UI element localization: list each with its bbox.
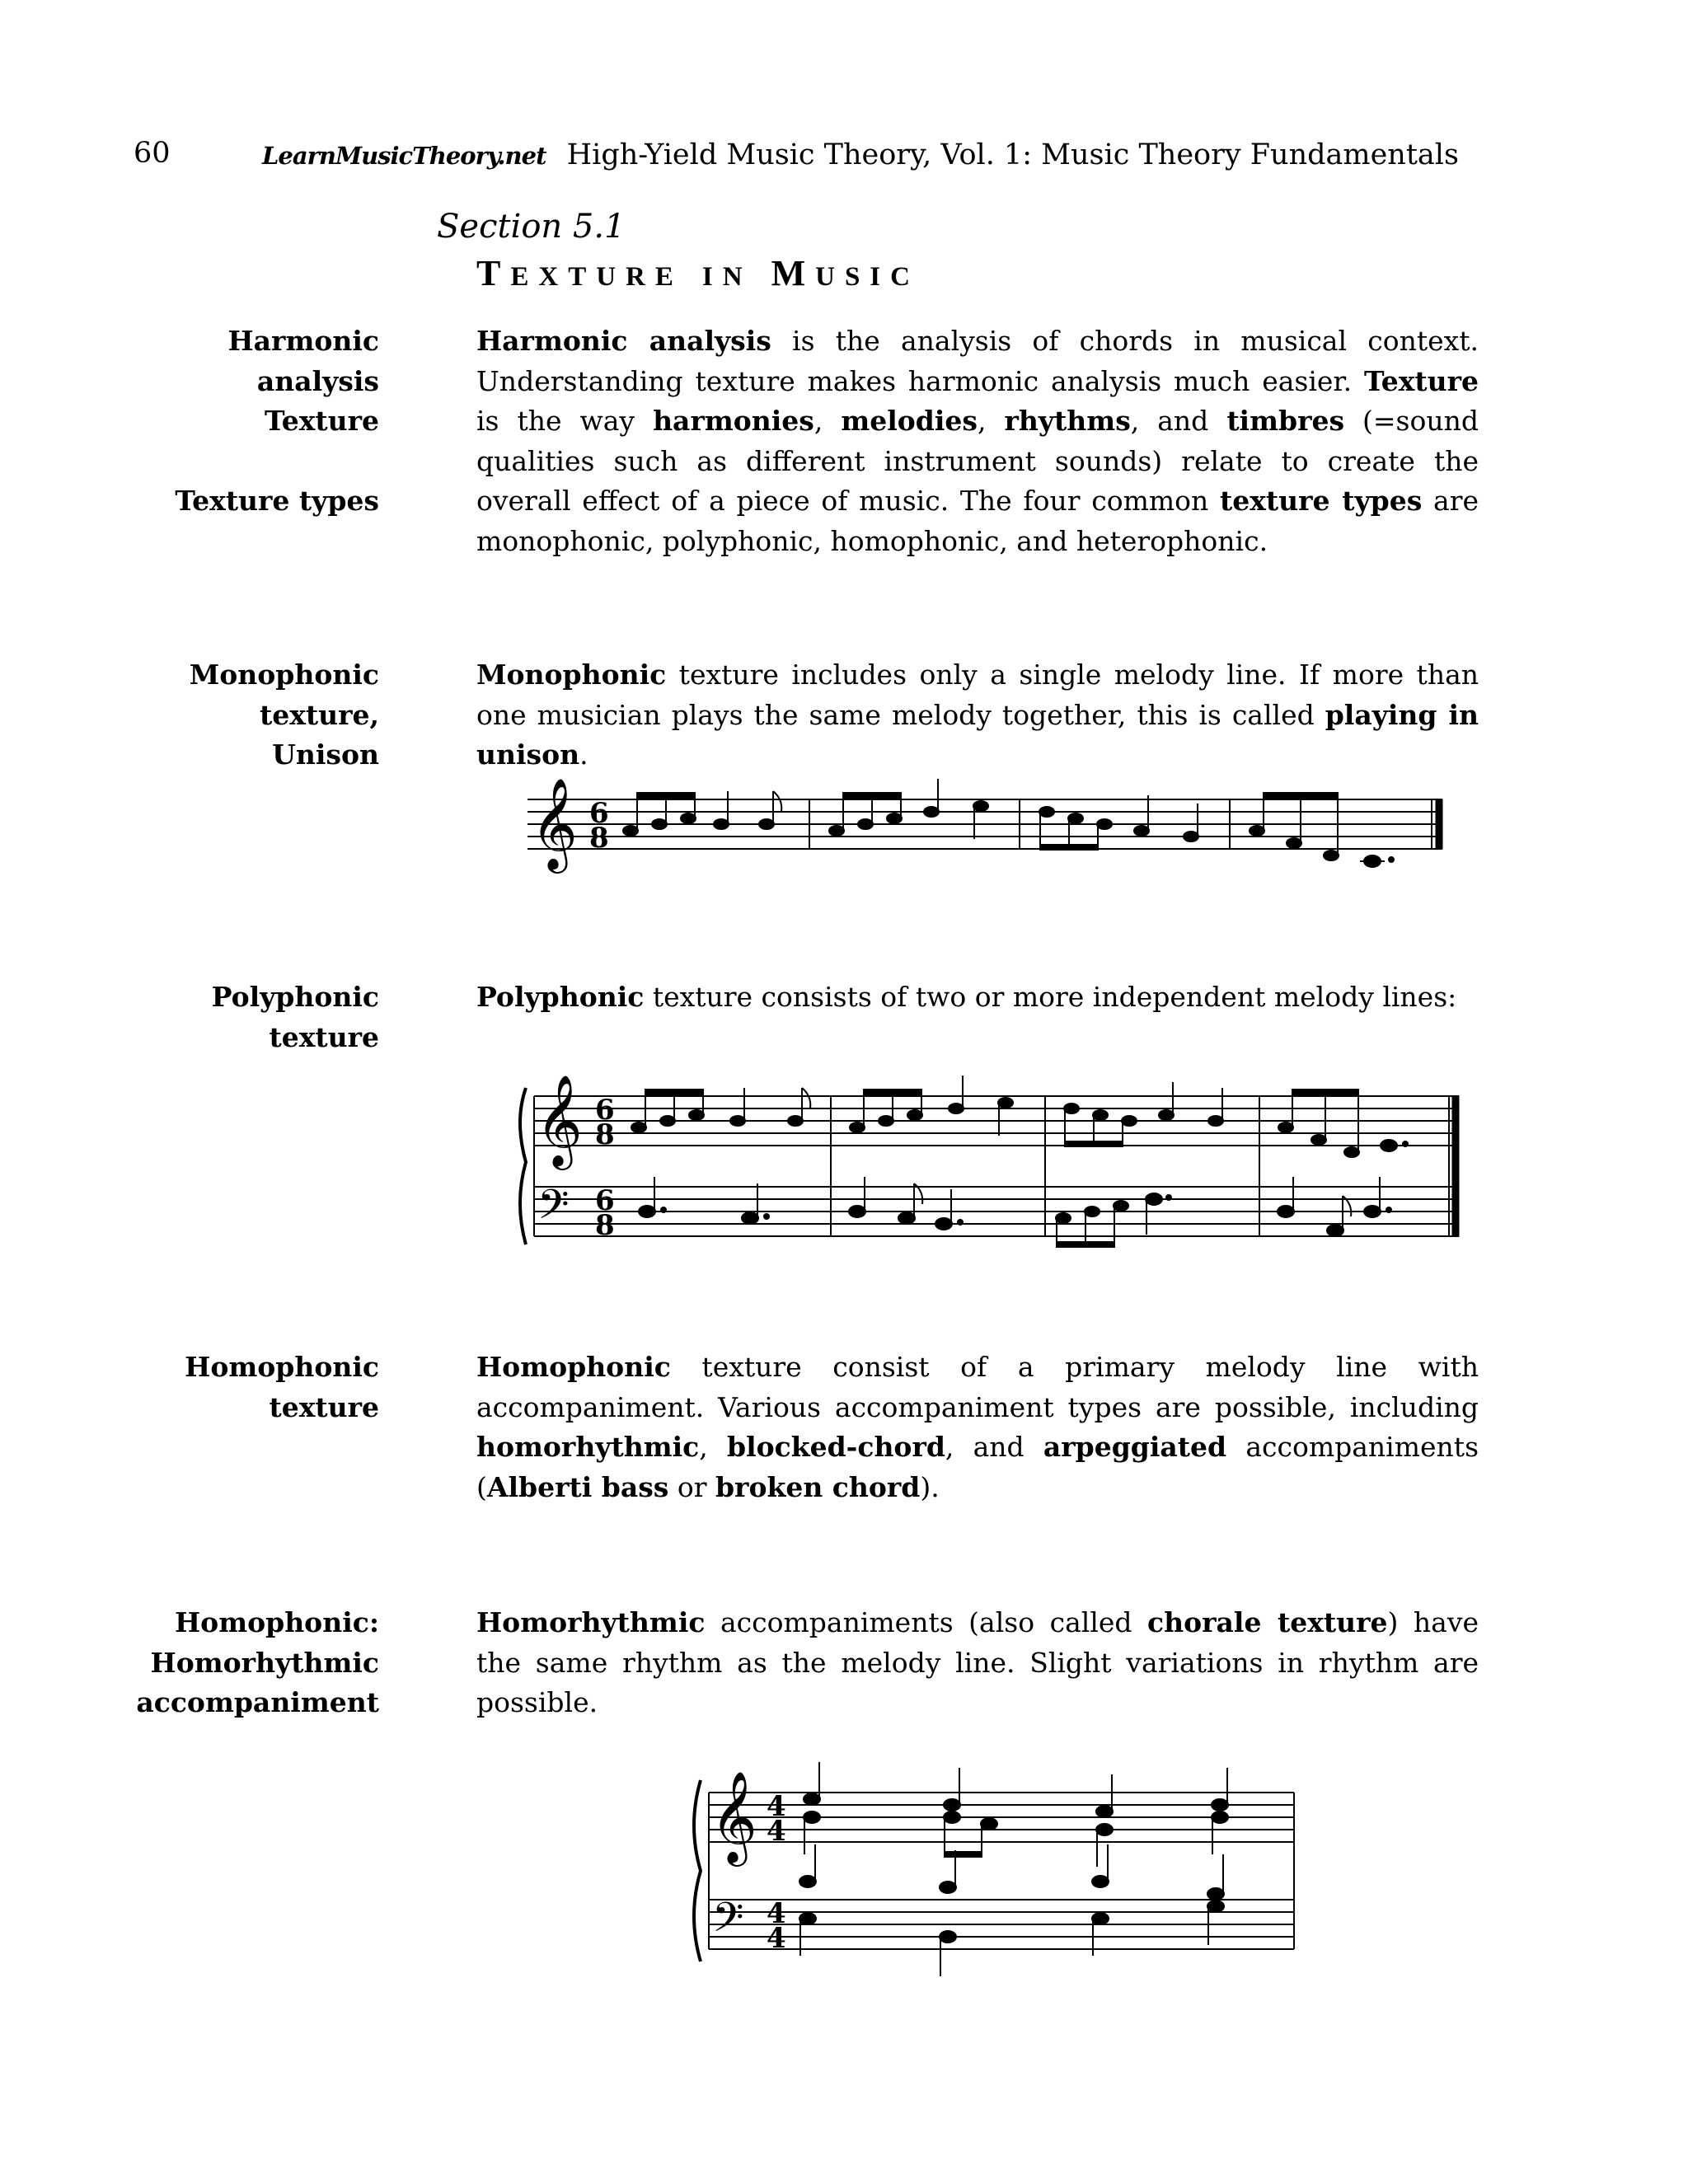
section-label: Section 5.1	[437, 208, 626, 246]
time-signature-bottom: 8	[589, 822, 609, 855]
margin-note-polyphonic: Polyphonic texture	[211, 981, 379, 1053]
polyphonic-music-example	[511, 1071, 1475, 1253]
bass-time-bottom: 8	[595, 1209, 615, 1242]
bass-time-bottom: 4	[767, 1922, 786, 1955]
treble-clef: 𝄞	[536, 1074, 583, 1166]
treble-clef: 𝄞	[710, 1770, 757, 1863]
bass-time-top: 6	[595, 1184, 615, 1217]
paragraph-monophonic: Monophonic texture includes only a single melody line. If more than one musician plays the same melody together, this is called playing in unison.	[476, 658, 1479, 771]
time-signature-top: 6	[589, 797, 609, 830]
treble-time-top: 6	[595, 1094, 615, 1127]
book-title: High-Yield Music Theory, Vol. 1: Music Theory Fundamentals	[566, 138, 1459, 171]
margin-note-harmonic-analysis: Harmonic analysis Texture Texture types	[175, 325, 379, 517]
monophonic-music-example	[519, 775, 1459, 890]
margin-note-homorhythmic: Homophonic: Homorhythmic accompaniment	[136, 1606, 379, 1718]
treble-time-bottom: 8	[595, 1118, 615, 1151]
section-title: TEXTURE IN MUSIC	[476, 253, 920, 293]
homorhythmic-music-example	[684, 1747, 1311, 1994]
treble-time-top: 4	[767, 1790, 786, 1823]
brace	[520, 1088, 526, 1244]
bass-time-top: 4	[767, 1897, 786, 1930]
margin-note-homophonic: Homophonic texture	[185, 1351, 379, 1423]
running-header	[262, 138, 1459, 171]
paragraph-homorhythmic: Homorhythmic accompaniments (also called chorale texture) have the same rhythm as the melody line. Slight variations in rhythm are possible.	[476, 1606, 1479, 1718]
treble-time-bottom: 4	[767, 1815, 786, 1848]
melody-notes	[623, 779, 1394, 867]
margin-note-monophonic: Monophonic texture, Unison	[189, 658, 379, 771]
bass-clef: 𝄢	[712, 1894, 744, 1952]
paragraph-polyphonic: Polyphonic texture consists of two or more independent melody lines:	[476, 981, 1457, 1013]
site-logo: LearnMusicTheory.net	[262, 142, 546, 170]
paragraph-harmonic-analysis: Harmonic analysis is the analysis of chords in musical context. Understanding texture makes harmonic analysis much easier. Texture is the way harmonies, melodies, rhythms, and timbres (=sound qualities such as different instrument sounds) relate to create the overall effect of a piece of music. The four common texture types are monophonic, polyphonic, homophonic, and heterophonic.	[476, 325, 1479, 557]
page-number: 60	[134, 137, 171, 170]
bass-clef: 𝄢	[537, 1181, 570, 1239]
chorale-chords	[799, 1762, 1228, 1976]
treble-clef: 𝄞	[531, 777, 578, 869]
paragraph-homophonic: Homophonic texture consist of a primary melody line with accompaniment. Various accompaniment types are possible, including homorhythmic, blocked-chord, and arpeggiated accompaniments (Alberti bass or broken chord).	[476, 1351, 1479, 1503]
brace	[694, 1780, 701, 1961]
